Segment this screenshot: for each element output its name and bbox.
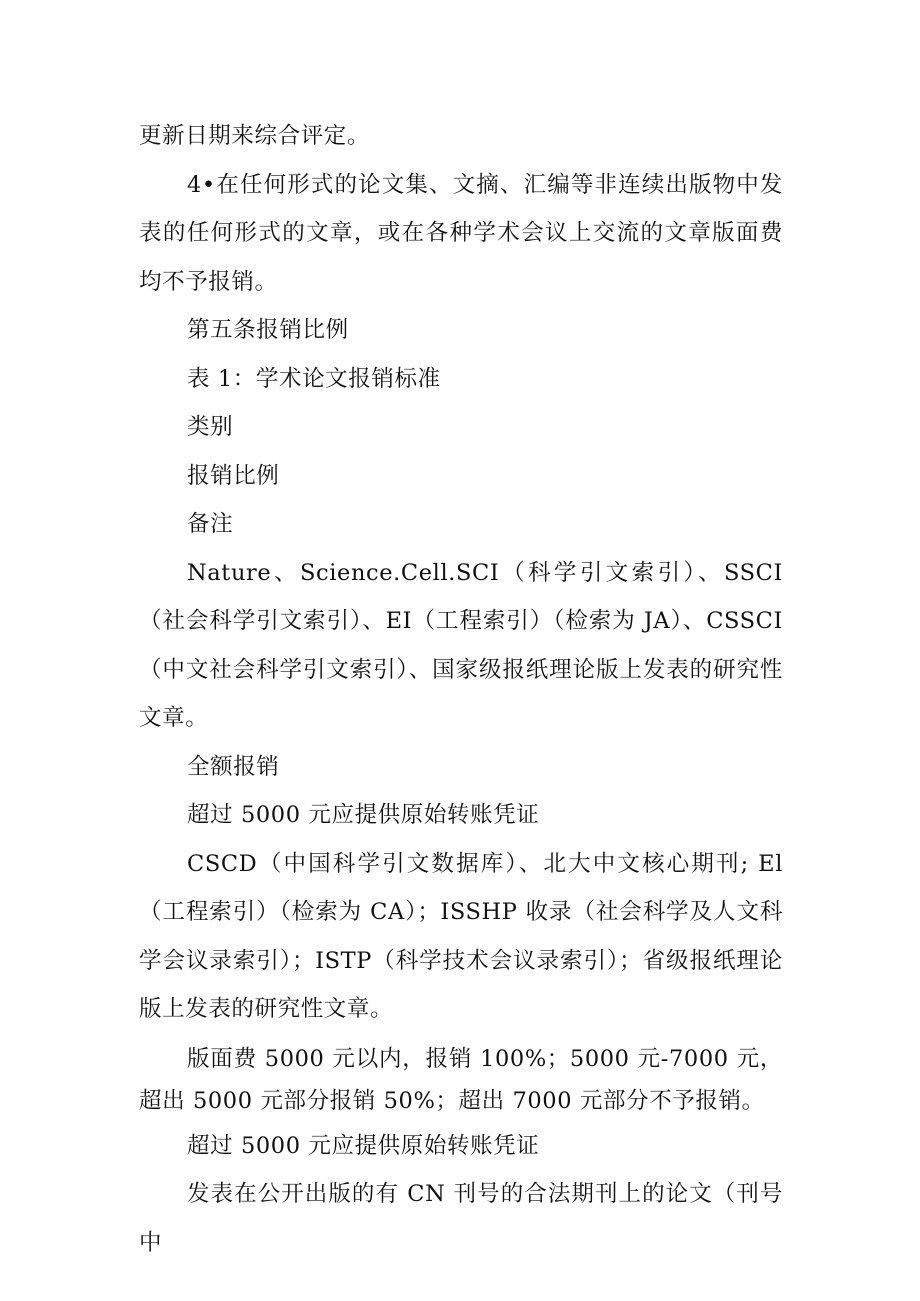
- table-cell-category-1: Nature、Science.Cell.SCI（科学引文索引）、SSCI（社会科学引文索引）、EI（工程索引）（检索为 JA）、CSSCI（中文社会科学引文索引）、国家级报纸理论版上发表的研究性文章。: [139, 559, 783, 731]
- table-cell-remark-1: 超过 5000 元应提供原始转账凭证: [187, 802, 540, 828]
- section-heading-article-5: 第五条报销比例: [187, 317, 349, 343]
- table-header-ratio: 报销比例: [187, 462, 280, 489]
- table-header-category: 类别: [187, 414, 234, 440]
- table-cell-category-3: 发表在公开出版的有 CN 刊号的合法期刊上的论文（刊号中: [139, 1181, 783, 1256]
- table-cell-remark-2: 超过 5000 元应提供原始转账凭证: [187, 1132, 540, 1159]
- table-header-remark: 备注: [187, 511, 234, 537]
- paragraph-update-date: 更新日期来综合评定。: [139, 123, 371, 149]
- table-cell-ratio-1: 全额报销: [187, 753, 280, 780]
- table-caption: 表 1：学术论文报销标准: [187, 365, 441, 392]
- table-cell-ratio-2: 版面费 5000 元以内，报销 100%；5000 元-7000 元，超出 5000 元部分报销 50%；超出 7000 元部分不予报销。: [139, 1045, 783, 1114]
- document-body: [139, 112, 783, 1267]
- table-cell-category-2: CSCD（中国科学引文数据库）、北大中文核心期刊; El（工程索引）（检索为 CA）；ISSHP 收录（社会科学及人文科学会议录索引）；ISTP（科学技术会议录索引）；省级报纸理论版上发表的研究性文章。: [139, 850, 783, 1022]
- paragraph-item-4: 4•在任何形式的论文集、文摘、汇编等非连续出版物中发表的任何形式的文章，或在各种学术会议上交流的文章版面费均不予报销。: [139, 171, 783, 295]
